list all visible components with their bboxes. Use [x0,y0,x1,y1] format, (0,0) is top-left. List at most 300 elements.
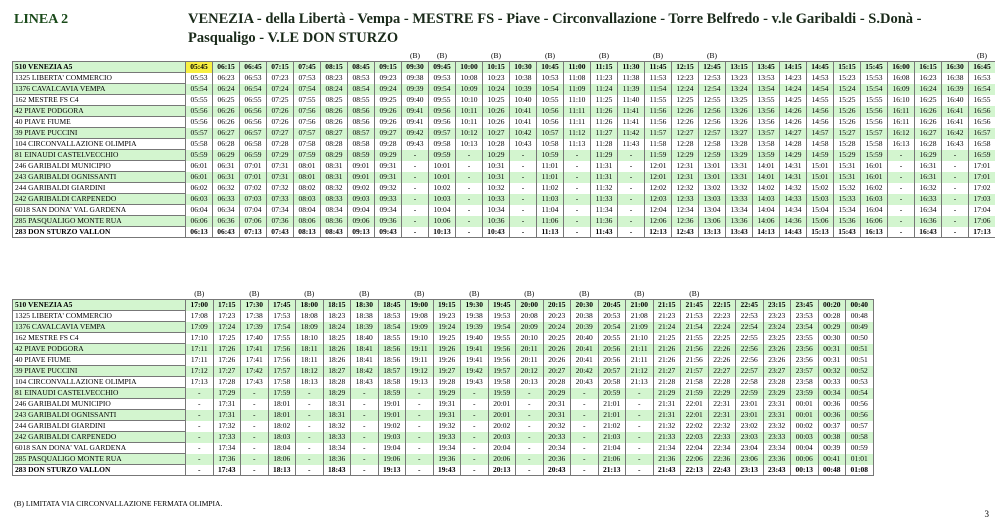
departure-time: 07:13 [240,227,267,238]
departure-time: 08:57 [348,128,375,139]
departure-time: 23:26 [763,355,791,366]
departure-time: 17:31 [213,410,241,421]
limited-flag: (B) [491,51,501,60]
departure-time: - [186,410,214,421]
departure-time: 23:29 [763,388,791,399]
departure-time: 20:08 [516,311,544,322]
departure-time: - [564,227,591,238]
departure-time: 09:55 [429,95,456,106]
departure-time: - [618,183,645,194]
departure-time: 10:41 [510,106,537,117]
departure-time: - [510,205,537,216]
limited-flag: (B) [599,51,609,60]
departure-time: 17:28 [213,377,241,388]
stop-name: 42 PIAVE PODGORA [13,106,186,117]
departure-time: 17:36 [213,454,241,465]
departure-time: 00:56 [846,399,874,410]
departure-time: 18:26 [323,344,351,355]
departure-time: 10:10 [456,95,483,106]
departure-time: 18:26 [323,355,351,366]
departure-time: 14:36 [780,216,807,227]
departure-time: 11:40 [618,95,645,106]
departure-time: 07:33 [267,194,294,205]
departure-time: 09:56 [429,117,456,128]
departure-time: 17:01 [969,172,995,183]
departure-time: - [351,421,379,432]
departure-time: 19:53 [488,311,516,322]
limited-flag [598,289,626,300]
departure-time: 16:24 [915,84,942,95]
departure-time: 06:03 [186,194,213,205]
departure-time: 22:33 [708,432,736,443]
departure-time: 11:11 [564,117,591,128]
departure-time: 15:56 [861,117,888,128]
departure-time: 10:55 [537,95,564,106]
departure-time: - [461,410,489,421]
departure-time: 07:36 [267,216,294,227]
departure-time: 15:58 [861,139,888,150]
departure-time: 08:33 [321,194,348,205]
departure-time: 09:03 [348,194,375,205]
departure-time: 16:43 [942,139,969,150]
departure-time: - [406,399,434,410]
departure-time: 06:45 [240,62,267,73]
departure-time: - [510,227,537,238]
departure-time: 11:06 [537,216,564,227]
timetable-row [13,355,874,366]
stop-name: 283 DON STURZO VALLON [13,227,186,238]
departure-time: 10:11 [456,106,483,117]
limited-flag: (B) [689,289,700,298]
departure-time: 07:55 [294,95,321,106]
departure-time: 07:43 [267,227,294,238]
departure-time: 16:11 [888,117,915,128]
departure-time: 16:39 [942,84,969,95]
departure-time: - [296,432,324,443]
departure-time: - [241,388,269,399]
departure-time: 11:15 [591,62,618,73]
departure-time: - [618,205,645,216]
departure-time: - [406,454,434,465]
departure-time: 18:43 [323,465,351,476]
departure-time: 19:02 [378,421,406,432]
departure-time: 06:57 [240,128,267,139]
departure-time: - [402,205,429,216]
departure-time: 22:06 [681,454,709,465]
departure-time: 08:29 [321,150,348,161]
departure-time: 21:01 [598,399,626,410]
departure-time: 12:06 [645,216,672,227]
departure-time: 10:12 [456,128,483,139]
departure-time: 23:56 [791,344,819,355]
departure-time: 16:08 [888,73,915,84]
departure-time: 18:28 [323,377,351,388]
departure-time: 09:54 [429,84,456,95]
departure-time: 22:59 [736,388,764,399]
timetable-evening [12,289,874,476]
departure-time: 14:58 [807,139,834,150]
departure-time: 22:24 [708,322,736,333]
departure-time: 09:26 [375,117,402,128]
departure-time: 00:31 [818,355,846,366]
departure-time: - [510,183,537,194]
departure-time: 05:56 [186,106,213,117]
departure-time: 00:36 [818,399,846,410]
departure-time: 21:03 [598,432,626,443]
departure-time: 15:01 [807,172,834,183]
departure-time: 18:43 [351,377,379,388]
departure-time: 14:56 [807,106,834,117]
departure-time: 22:53 [736,311,764,322]
departure-time: 06:55 [240,95,267,106]
departure-time: 12:26 [672,117,699,128]
limited-flag: (B) [410,51,420,60]
limited-flag [818,289,846,300]
departure-time: 06:23 [213,73,240,84]
departure-time: 00:52 [846,366,874,377]
timetable-row [13,73,995,84]
departure-time: 06:54 [240,84,267,95]
departure-time: 08:43 [321,227,348,238]
departure-time: 11:56 [645,106,672,117]
departure-time: 23:31 [763,399,791,410]
departure-time: - [618,172,645,183]
timetable-row [13,300,874,311]
departure-time: 10:26 [483,117,510,128]
departure-time: - [942,150,969,161]
departure-time: 18:55 [378,333,406,344]
departure-time: 11:53 [645,73,672,84]
departure-time: 19:45 [488,300,516,311]
departure-time: - [241,443,269,454]
departure-time: 22:34 [708,443,736,454]
limited-flag [321,51,348,62]
limited-flag [433,289,461,300]
departure-time: - [564,150,591,161]
departure-time: - [888,150,915,161]
departure-time: - [406,432,434,443]
departure-time: 17:26 [213,344,241,355]
departure-time: 09:41 [402,106,429,117]
departure-time: 00:33 [818,377,846,388]
departure-time: 06:28 [213,139,240,150]
departure-time: 22:31 [708,399,736,410]
departure-time: 07:54 [294,84,321,95]
departure-time: 20:42 [571,366,599,377]
departure-time: 23:15 [763,300,791,311]
departure-time: 19:36 [433,454,461,465]
departure-time: 16:31 [915,161,942,172]
stop-name: 510 VENEZIA A5 [13,62,186,73]
departure-time: 15:27 [834,128,861,139]
departure-time: 17:42 [241,366,269,377]
departure-time: - [942,194,969,205]
departure-time: 09:31 [375,161,402,172]
departure-time: 18:57 [378,366,406,377]
departure-time: - [571,399,599,410]
departure-time: - [241,399,269,410]
departure-time: 16:29 [915,150,942,161]
day-type-label: FESTIVO [14,289,46,298]
departure-time: 19:15 [433,300,461,311]
departure-time: 20:28 [543,377,571,388]
departure-time: 09:41 [402,117,429,128]
departure-time: - [510,216,537,227]
departure-time: 08:03 [294,194,321,205]
departure-time: 13:04 [699,205,726,216]
departure-time: 09:23 [375,73,402,84]
departure-time: 22:45 [736,300,764,311]
departure-time: 15:33 [834,194,861,205]
departure-time: 08:24 [321,84,348,95]
departure-time: - [406,421,434,432]
departure-time: 11:54 [645,84,672,95]
departure-time: 10:36 [483,216,510,227]
departure-time: - [402,216,429,227]
limited-flag [268,289,296,300]
departure-time: 18:12 [296,366,324,377]
timetable-row [13,399,874,410]
departure-time: 10:26 [483,106,510,117]
departure-time: 12:24 [672,84,699,95]
departure-time: 09:58 [429,139,456,150]
departure-time: - [461,454,489,465]
departure-time: - [888,161,915,172]
departure-time: 18:11 [296,355,324,366]
departure-time: 00:20 [818,300,846,311]
departure-time: 18:33 [323,432,351,443]
departure-time: 14:55 [807,95,834,106]
departure-time: 19:40 [461,333,489,344]
limited-flag: (B) [579,289,590,298]
departure-time: 17:56 [268,344,296,355]
departure-time: 12:15 [672,62,699,73]
departure-time: 15:34 [834,205,861,216]
departure-time: 19:00 [406,300,434,311]
timetable-row [13,388,874,399]
departure-time: 21:34 [653,443,681,454]
departure-time: 06:32 [213,183,240,194]
departure-time: 06:01 [186,172,213,183]
departure-time: 18:54 [378,322,406,333]
departure-time: 06:43 [213,227,240,238]
departure-time: 19:30 [461,300,489,311]
departure-time: 11:24 [591,84,618,95]
departure-time: 10:15 [483,62,510,73]
departure-time: 10:32 [483,183,510,194]
departure-time: - [571,432,599,443]
departure-time: 11:34 [591,205,618,216]
departure-time: 19:06 [378,454,406,465]
departure-time: 14:01 [753,172,780,183]
departure-time: 21:11 [626,355,654,366]
departure-time: 13:55 [753,95,780,106]
limited-flag [726,51,753,62]
departure-time: 16:34 [915,205,942,216]
departure-time: 20:43 [543,465,571,476]
timetable-row [13,377,874,388]
departure-time: 00:58 [846,432,874,443]
departure-time: 20:15 [543,300,571,311]
departure-time: 11:29 [591,150,618,161]
departure-time: 16:12 [888,128,915,139]
departure-time: 11:23 [591,73,618,84]
departure-time: 18:56 [378,355,406,366]
departure-time: - [456,205,483,216]
departure-time: 08:53 [348,73,375,84]
departure-time: 13:06 [699,216,726,227]
departure-time: 13:01 [699,172,726,183]
departure-time: 20:24 [543,322,571,333]
departure-time: 19:01 [378,399,406,410]
departure-time: 13:26 [726,117,753,128]
departure-time: 13:54 [753,84,780,95]
limited-flag: (B) [707,51,717,60]
timetable-row [13,139,995,150]
departure-time: 00:02 [791,421,819,432]
departure-time: 21:23 [653,311,681,322]
departure-time: 05:59 [186,150,213,161]
departure-time: 00:36 [818,410,846,421]
limited-flag: (B) [469,289,480,298]
departure-time: 11:00 [564,62,591,73]
departure-time: 17:06 [969,216,995,227]
departure-time: 10:13 [456,139,483,150]
departure-time: 09:38 [402,73,429,84]
timetable-row [13,205,995,216]
departure-time: 19:41 [461,344,489,355]
departure-time: 18:10 [296,333,324,344]
departure-time: 18:45 [378,300,406,311]
departure-time: 11:42 [618,128,645,139]
departure-time: 00:28 [818,311,846,322]
departure-time: 11:39 [618,84,645,95]
departure-time: 22:13 [681,465,709,476]
departure-time: 13:13 [699,227,726,238]
departure-time: 12:54 [699,84,726,95]
departure-time: 17:43 [213,465,241,476]
departure-time: 15:02 [807,183,834,194]
departure-time: 16:01 [861,172,888,183]
departure-time: 19:54 [488,322,516,333]
departure-time: 18:29 [323,388,351,399]
departure-time: 08:26 [321,117,348,128]
departure-time: - [626,432,654,443]
page-number: 3 [984,509,989,519]
timetable-row [13,84,995,95]
departure-time: - [942,172,969,183]
timetable-row [13,311,874,322]
departure-time: - [402,183,429,194]
departure-time: 10:59 [537,150,564,161]
departure-time: 18:41 [351,355,379,366]
departure-time: 07:56 [294,106,321,117]
departure-time: 20:06 [488,454,516,465]
limited-flag [186,51,213,62]
departure-time: 09:43 [375,227,402,238]
departure-time: - [406,465,434,476]
departure-time: 11:56 [645,117,672,128]
departure-time: 17:12 [186,366,214,377]
departure-time: 21:08 [626,311,654,322]
departure-time: 19:41 [461,355,489,366]
departure-time: 13:34 [726,205,753,216]
departure-time: 16:13 [888,139,915,150]
departure-time: 10:31 [483,172,510,183]
departure-time: 09:43 [402,139,429,150]
stop-name: 39 PIAVE PUCCINI [13,128,186,139]
limited-flag [942,51,969,62]
departure-time: 10:28 [483,139,510,150]
departure-time: 10:06 [429,216,456,227]
departure-time: - [351,432,379,443]
departure-time: 10:23 [483,73,510,84]
departure-time: 15:45 [861,62,888,73]
limited-flag [240,51,267,62]
departure-time: - [296,443,324,454]
departure-time: 09:39 [402,84,429,95]
limited-flag: (B) [249,289,260,298]
departure-time: 22:31 [708,410,736,421]
departure-time: 06:58 [240,139,267,150]
departure-time: 22:01 [681,399,709,410]
departure-time: 06:31 [213,161,240,172]
limited-flag [861,51,888,62]
departure-time: 19:13 [378,465,406,476]
departure-time: 18:09 [296,322,324,333]
departure-time: 16:00 [888,62,915,73]
departure-time: 18:25 [323,333,351,344]
departure-time: 10:29 [483,150,510,161]
departure-time: 11:26 [591,106,618,117]
departure-time: 16:54 [969,84,995,95]
departure-time: 10:53 [537,73,564,84]
departure-time: 10:38 [510,73,537,84]
departure-time: 21:26 [653,344,681,355]
departure-time: 17:34 [213,443,241,454]
departure-time: 19:38 [461,311,489,322]
departure-time: 21:31 [653,399,681,410]
departure-time: 10:02 [429,183,456,194]
departure-time: 23:02 [736,421,764,432]
timetable-row [13,106,995,117]
departure-time: - [942,183,969,194]
departure-time: 05:55 [186,95,213,106]
departure-time: 20:13 [516,377,544,388]
departure-time: 23:28 [763,377,791,388]
departure-time: - [888,205,915,216]
departure-time: 21:32 [653,421,681,432]
departure-time: 13:57 [753,128,780,139]
departure-time: 09:31 [375,172,402,183]
departure-time: 16:13 [861,227,888,238]
departure-time: 16:06 [861,216,888,227]
departure-time: 22:29 [708,388,736,399]
departure-time: - [510,172,537,183]
limited-flag [763,289,791,300]
departure-time: 07:34 [267,205,294,216]
departure-time: 12:59 [699,150,726,161]
departure-time: 21:59 [681,388,709,399]
departure-time: 17:02 [969,183,995,194]
departure-time: 06:02 [186,183,213,194]
departure-time: 07:29 [267,150,294,161]
departure-time: 06:33 [213,194,240,205]
departure-time: 17:40 [241,333,269,344]
departure-time: 09:06 [348,216,375,227]
departure-time: - [516,454,544,465]
departure-time: 17:33 [213,432,241,443]
